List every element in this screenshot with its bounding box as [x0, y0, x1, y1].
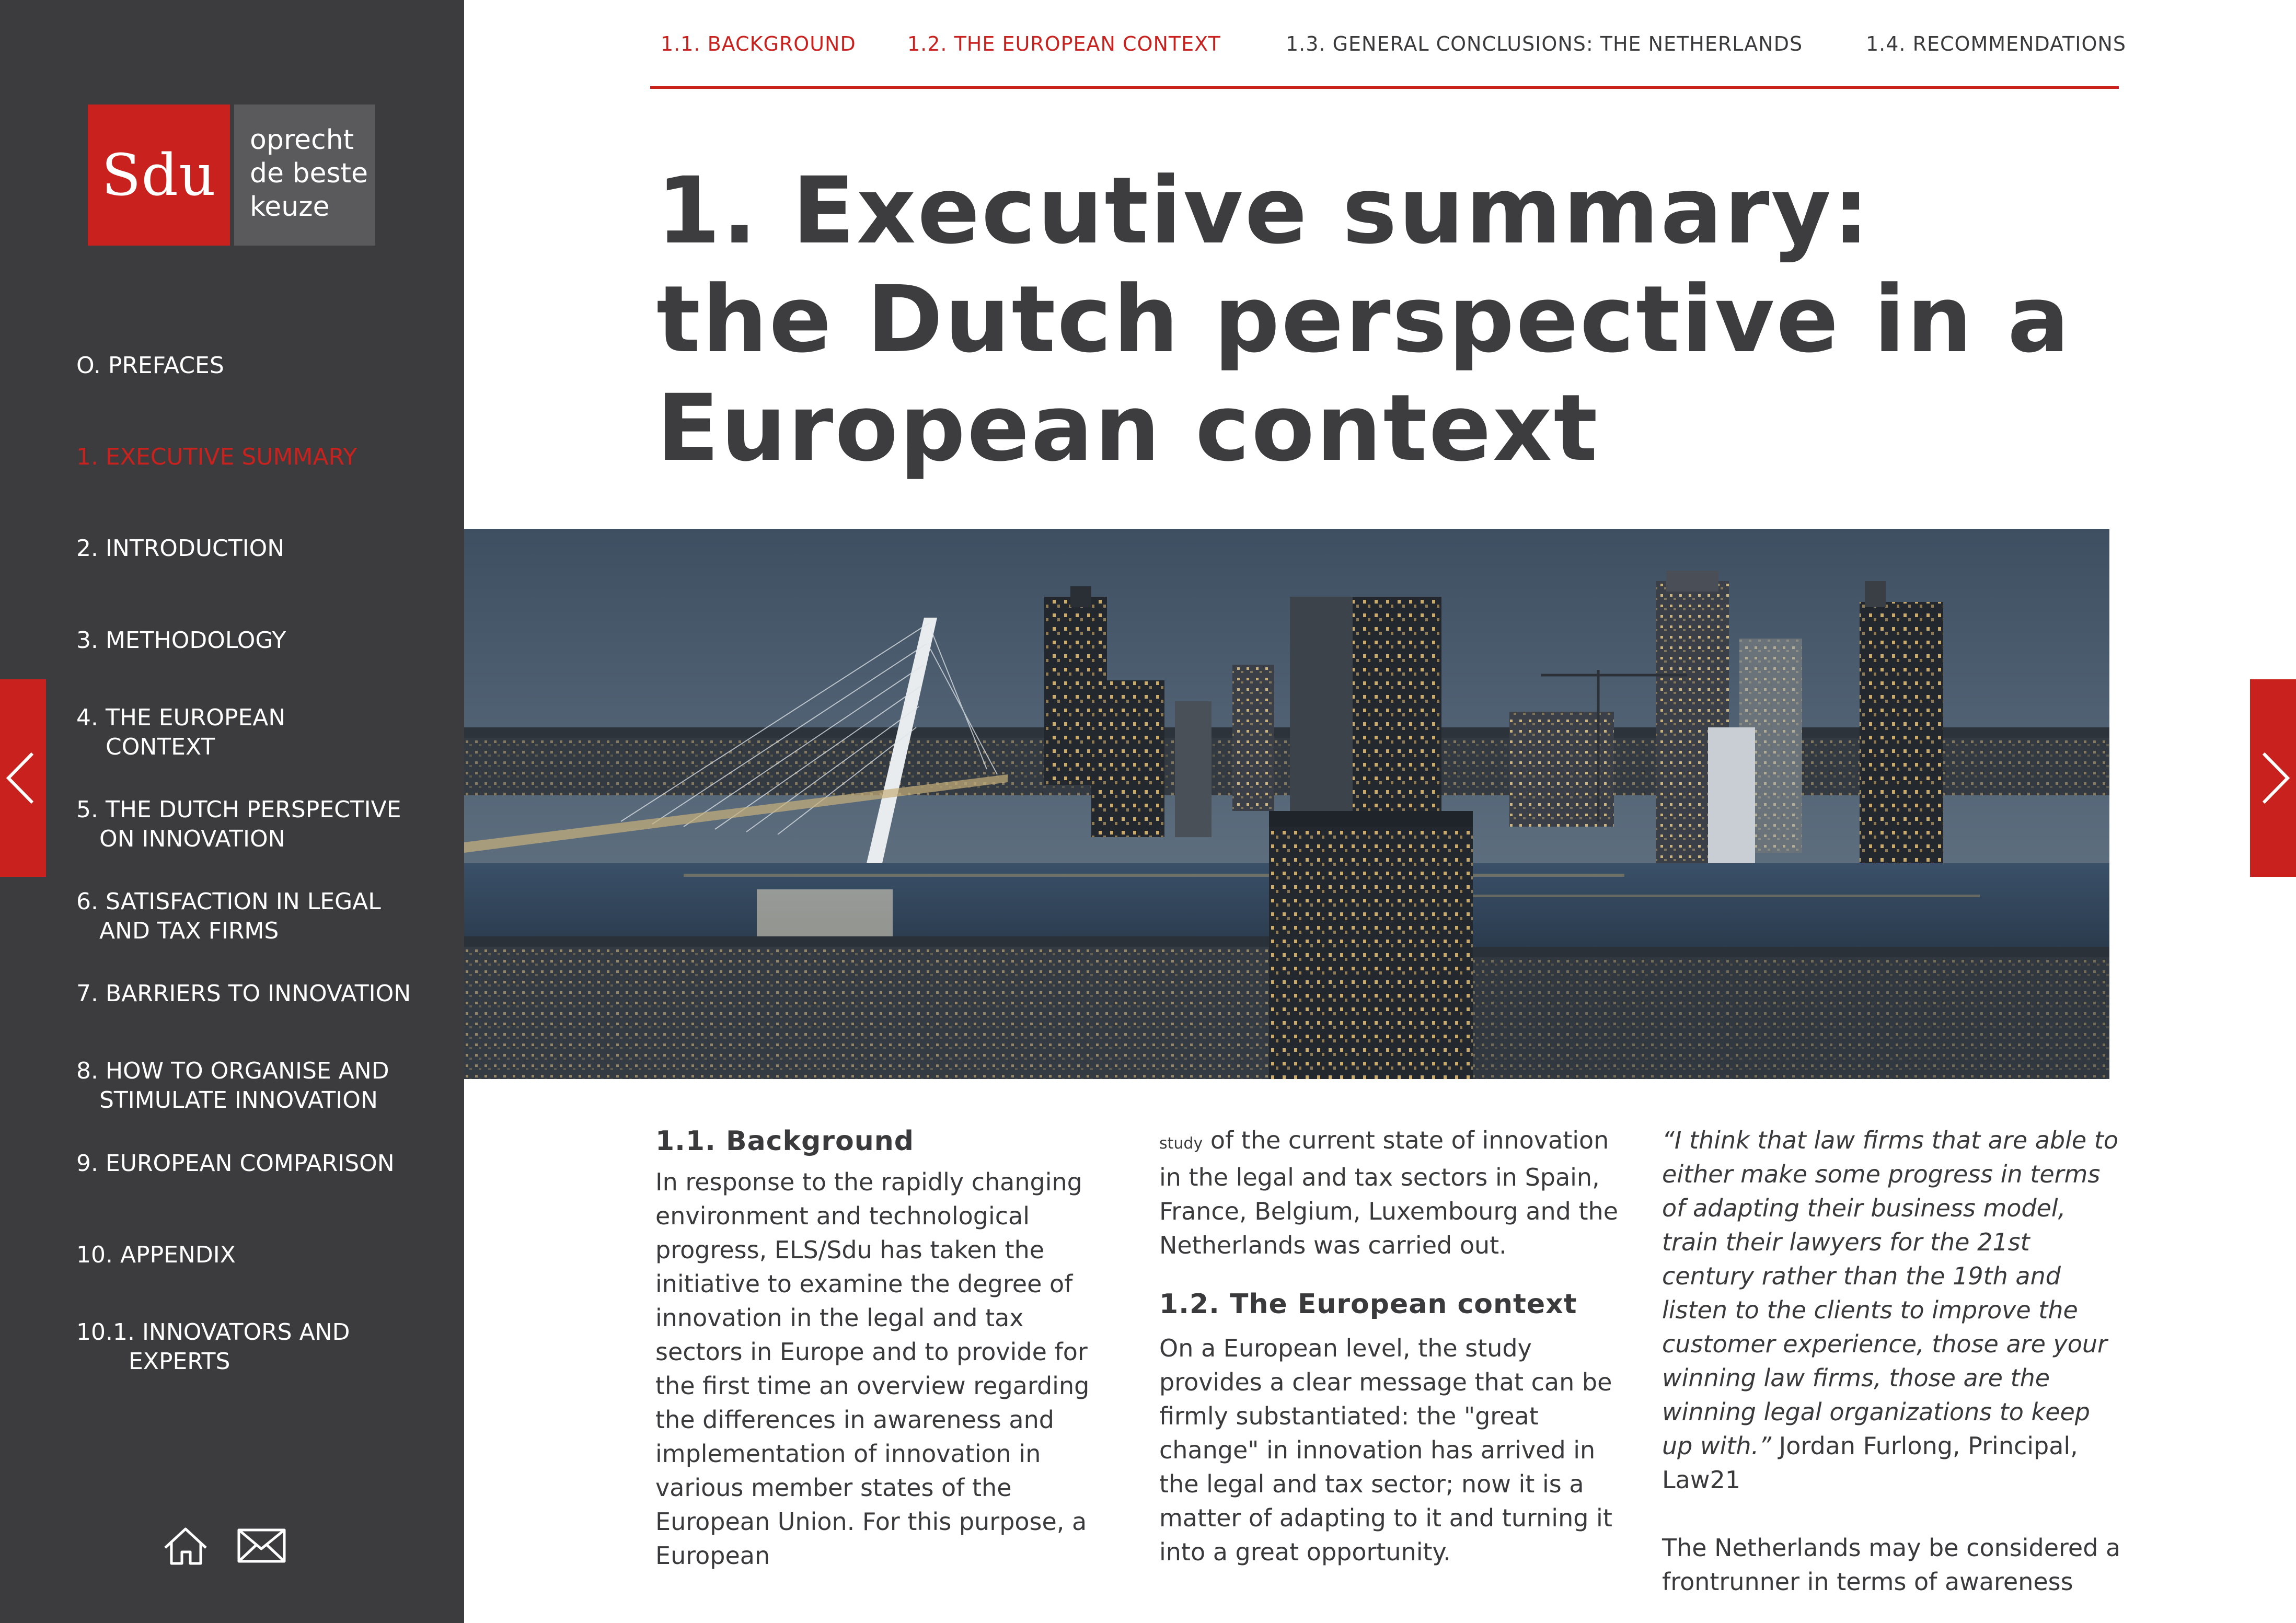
- sidebar-item-label-line2: ON INNOVATION: [99, 826, 285, 852]
- tab-background[interactable]: 1.1. BACKGROUND: [661, 32, 856, 55]
- sidebar-item-label: 5. THE DUTCH PERSPECTIVE: [76, 796, 401, 823]
- sidebar-item-introduction[interactable]: [76, 534, 284, 563]
- tagline-line: de beste: [250, 158, 368, 189]
- sidebar-item-innovators[interactable]: [76, 1318, 350, 1376]
- sidebar-item-label-line2: AND TAX FIRMS: [99, 918, 279, 944]
- home-icon[interactable]: [161, 1525, 211, 1567]
- sidebar-item-european-context[interactable]: [76, 703, 285, 762]
- sidebar-item-methodology[interactable]: [76, 626, 286, 655]
- sidebar-item-label-line2: EXPERTS: [129, 1348, 230, 1375]
- sidebar-item-prefaces[interactable]: [76, 351, 224, 380]
- next-page-button[interactable]: [2250, 679, 2296, 877]
- column-european-context: [1159, 1123, 1619, 1569]
- tagline-line: oprecht: [250, 124, 354, 156]
- sidebar-item-label: 4. THE EUROPEAN: [76, 704, 286, 731]
- sidebar-item-executive-summary[interactable]: [76, 443, 357, 472]
- column-quote: [1662, 1123, 2122, 1599]
- sidebar-item-label-line2: STIMULATE INNOVATION: [99, 1087, 378, 1114]
- bottom-icons: [161, 1525, 286, 1567]
- quote-paragraph: [1662, 1123, 2122, 1497]
- study-paragraph: [1159, 1123, 1619, 1262]
- title-line: European context: [656, 375, 1599, 482]
- netherlands-paragraph: The Netherlands may be considered a frontrunner in terms of awareness: [1662, 1534, 2121, 1596]
- sidebar-item-label: 3. METHODOLOGY: [76, 627, 286, 654]
- title-line: the Dutch perspective in a: [656, 266, 2071, 373]
- section-tabs: [650, 21, 2126, 89]
- sidebar-item-satisfaction[interactable]: [76, 887, 381, 946]
- city-skyline-photo: [464, 529, 2109, 1079]
- sidebar: [0, 0, 464, 1623]
- sidebar-item-label: 10. APPENDIX: [76, 1242, 236, 1268]
- previous-page-button[interactable]: [0, 679, 46, 877]
- chevron-right-icon: [2250, 679, 2296, 877]
- sidebar-item-dutch-perspective[interactable]: [76, 795, 401, 854]
- sidebar-item-label: 2. INTRODUCTION: [76, 535, 285, 562]
- quote-author: Jordan Furlong, Principal, Law21: [1662, 1432, 2078, 1494]
- sidebar-item-label: O. PREFACES: [76, 352, 224, 379]
- tagline-line: keuze: [250, 191, 330, 223]
- sidebar-item-label-line2: CONTEXT: [106, 734, 215, 760]
- sidebar-item-organise[interactable]: [76, 1057, 389, 1115]
- page-title: [656, 157, 2172, 483]
- study-text: of the current state of innovation in the legal and tax sectors in Spain, France, Belgium, Luxembourg and the Netherlands was carried out.: [1159, 1126, 1618, 1259]
- section-heading-background: 1.1. Background: [655, 1126, 914, 1157]
- tab-general-conclusions[interactable]: 1.3. GENERAL CONCLUSIONS: THE NETHERLANDS: [1286, 32, 1803, 55]
- sidebar-item-barriers[interactable]: [76, 979, 411, 1008]
- sidebar-item-label: 8. HOW TO ORGANISE AND: [76, 1058, 389, 1084]
- background-paragraph: In response to the rapidly changing environment and technological progress, ELS/Sdu has taken the initiative to examine the degree of innovation in the legal and tax sectors in Europe and to provide for the first time an overview regarding the differences in awareness and implementation of innovation in various member states of the European Union. For this purpose, a European: [655, 1168, 1090, 1570]
- chevron-left-icon: [0, 679, 46, 877]
- sidebar-item-appendix[interactable]: [76, 1241, 236, 1270]
- section-heading-european-context: 1.2. The European context: [1159, 1289, 1577, 1320]
- title-line: 1. Executive summary:: [656, 157, 1871, 264]
- european-paragraph: On a European level, the study provides a clear message that can be firmly substantiated: the "great change" in innovation has arrived in the legal and tax sector; now it is a matter of adapting to it and turning it into a great opportunity.: [1159, 1334, 1612, 1566]
- mail-icon[interactable]: [237, 1525, 286, 1567]
- sidebar-item-european-comparison[interactable]: [76, 1149, 395, 1178]
- tab-recommendations[interactable]: 1.4. RECOMMENDATIONS: [1866, 32, 2126, 55]
- sidebar-item-label: 9. EUROPEAN COMPARISON: [76, 1150, 395, 1177]
- sidebar-item-label: 7. BARRIERS TO INNOVATION: [76, 980, 411, 1007]
- sidebar-item-label: 6. SATISFACTION IN LEGAL: [76, 888, 381, 915]
- tab-european-context[interactable]: 1.2. THE EUROPEAN CONTEXT: [907, 32, 1221, 55]
- logo-tagline: [234, 105, 375, 246]
- quote-text: “I think that law firms that are able to either make some progress in terms of adapting their business model, train their lawyers for the 21st century rather than the 19th and listen to the clients to improve the customer experience, those are your winning law firms, those are the winning legal organizations to keep up with.”: [1662, 1126, 2119, 1460]
- logo-mark: Sdu: [88, 105, 230, 246]
- sidebar-item-label: 10.1. INNOVATORS AND: [76, 1319, 350, 1346]
- column-background: [655, 1123, 1115, 1573]
- sdu-logo[interactable]: [88, 105, 375, 246]
- sidebar-item-label: 1. EXECUTIVE SUMMARY: [76, 444, 357, 470]
- study-small-word: study: [1159, 1134, 1203, 1153]
